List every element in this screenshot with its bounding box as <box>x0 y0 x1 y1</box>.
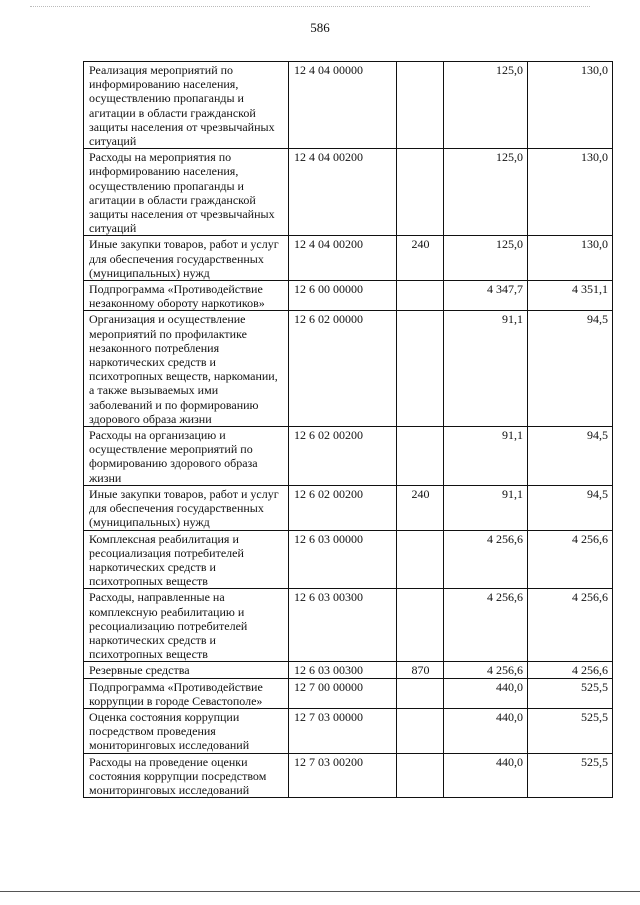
expense-type-code: 240 <box>397 485 444 530</box>
target-article-code: 12 7 00 00000 <box>289 678 397 708</box>
amount-year-1: 125,0 <box>444 149 528 236</box>
expense-name: Расходы на мероприятия по информированию населения, осуществлению пропаганды и агитации в области гражданской защиты населения от чрезвычайных ситуаций <box>84 149 289 236</box>
amount-year-2: 525,5 <box>528 708 613 753</box>
expense-name: Расходы на организацию и осуществление мероприятий по формированию здорового образа жизни <box>84 427 289 486</box>
amount-year-1: 91,1 <box>444 311 528 427</box>
amount-year-2: 94,5 <box>528 485 613 530</box>
expense-type-code <box>397 530 444 589</box>
scan-artifact-bottom <box>0 891 640 892</box>
expense-name: Организация и осуществление мероприятий по профилактике незаконного потребления наркотических средств и психотропных веществ, наркомании, а также вызываемых ими заболеваний и по формированию здорового образа жизни <box>84 311 289 427</box>
expense-type-code <box>397 753 444 798</box>
amount-year-2: 4 256,6 <box>528 530 613 589</box>
expense-name: Оценка состояния коррупции посредством проведения мониторинговых исследований <box>84 708 289 753</box>
amount-year-1: 440,0 <box>444 753 528 798</box>
target-article-code: 12 4 04 00200 <box>289 236 397 281</box>
amount-year-1: 4 256,6 <box>444 530 528 589</box>
expense-type-code <box>397 149 444 236</box>
target-article-code: 12 4 04 00000 <box>289 62 397 149</box>
table-row <box>84 311 613 427</box>
scan-artifact-top <box>30 6 590 8</box>
amount-year-1: 91,1 <box>444 485 528 530</box>
table-row <box>84 149 613 236</box>
amount-year-2: 94,5 <box>528 311 613 427</box>
expense-name: Подпрограмма «Противодействие незаконному обороту наркотиков» <box>84 281 289 311</box>
table-row <box>84 708 613 753</box>
table-row <box>84 485 613 530</box>
amount-year-2: 525,5 <box>528 678 613 708</box>
table-row <box>84 678 613 708</box>
table-row <box>84 589 613 662</box>
expense-name: Резервные средства <box>84 662 289 678</box>
amount-year-2: 130,0 <box>528 149 613 236</box>
target-article-code: 12 7 03 00000 <box>289 708 397 753</box>
table-row <box>84 62 613 149</box>
target-article-code: 12 6 00 00000 <box>289 281 397 311</box>
page-number: 586 <box>310 20 330 35</box>
amount-year-2: 525,5 <box>528 753 613 798</box>
amount-year-2: 4 256,6 <box>528 662 613 678</box>
target-article-code: 12 6 02 00000 <box>289 311 397 427</box>
target-article-code: 12 6 02 00200 <box>289 427 397 486</box>
expense-name: Реализация мероприятий по информированию населения, осуществлению пропаганды и агитации в области гражданской защиты населения от чрезвычайных ситуаций <box>84 62 289 149</box>
expense-name: Подпрограмма «Противодействие коррупции в городе Севастополе» <box>84 678 289 708</box>
amount-year-1: 440,0 <box>444 678 528 708</box>
amount-year-1: 4 256,6 <box>444 589 528 662</box>
amount-year-2: 130,0 <box>528 236 613 281</box>
table-row <box>84 236 613 281</box>
expense-type-code <box>397 708 444 753</box>
amount-year-1: 4 256,6 <box>444 662 528 678</box>
amount-year-1: 91,1 <box>444 427 528 486</box>
expense-type-code <box>397 62 444 149</box>
expense-type-code <box>397 311 444 427</box>
target-article-code: 12 6 03 00300 <box>289 589 397 662</box>
target-article-code: 12 6 03 00300 <box>289 662 397 678</box>
expense-name: Расходы на проведение оценки состояния коррупции посредством мониторинговых исследований <box>84 753 289 798</box>
expense-type-code: 870 <box>397 662 444 678</box>
budget-table <box>83 61 613 798</box>
target-article-code: 12 6 03 00000 <box>289 530 397 589</box>
table-row <box>84 281 613 311</box>
expense-name: Расходы, направленные на комплексную реабилитацию и ресоциализацию потребителей наркотических средств и психотропных веществ <box>84 589 289 662</box>
expense-name: Комплексная реабилитация и ресоциализация потребителей наркотических средств и психотропных веществ <box>84 530 289 589</box>
amount-year-2: 4 256,6 <box>528 589 613 662</box>
table-row <box>84 427 613 486</box>
expense-type-code <box>397 589 444 662</box>
expense-type-code: 240 <box>397 236 444 281</box>
target-article-code: 12 6 02 00200 <box>289 485 397 530</box>
expense-type-code <box>397 281 444 311</box>
table-row <box>84 530 613 589</box>
target-article-code: 12 7 03 00200 <box>289 753 397 798</box>
expense-name: Иные закупки товаров, работ и услуг для обеспечения государственных (муниципальных) нужд <box>84 485 289 530</box>
amount-year-1: 440,0 <box>444 708 528 753</box>
expense-type-code <box>397 678 444 708</box>
amount-year-1: 125,0 <box>444 62 528 149</box>
amount-year-2: 94,5 <box>528 427 613 486</box>
expense-type-code <box>397 427 444 486</box>
amount-year-1: 125,0 <box>444 236 528 281</box>
target-article-code: 12 4 04 00200 <box>289 149 397 236</box>
expense-name: Иные закупки товаров, работ и услуг для обеспечения государственных (муниципальных) нужд <box>84 236 289 281</box>
amount-year-2: 4 351,1 <box>528 281 613 311</box>
table-row <box>84 662 613 678</box>
amount-year-1: 4 347,7 <box>444 281 528 311</box>
table-row <box>84 753 613 798</box>
amount-year-2: 130,0 <box>528 62 613 149</box>
